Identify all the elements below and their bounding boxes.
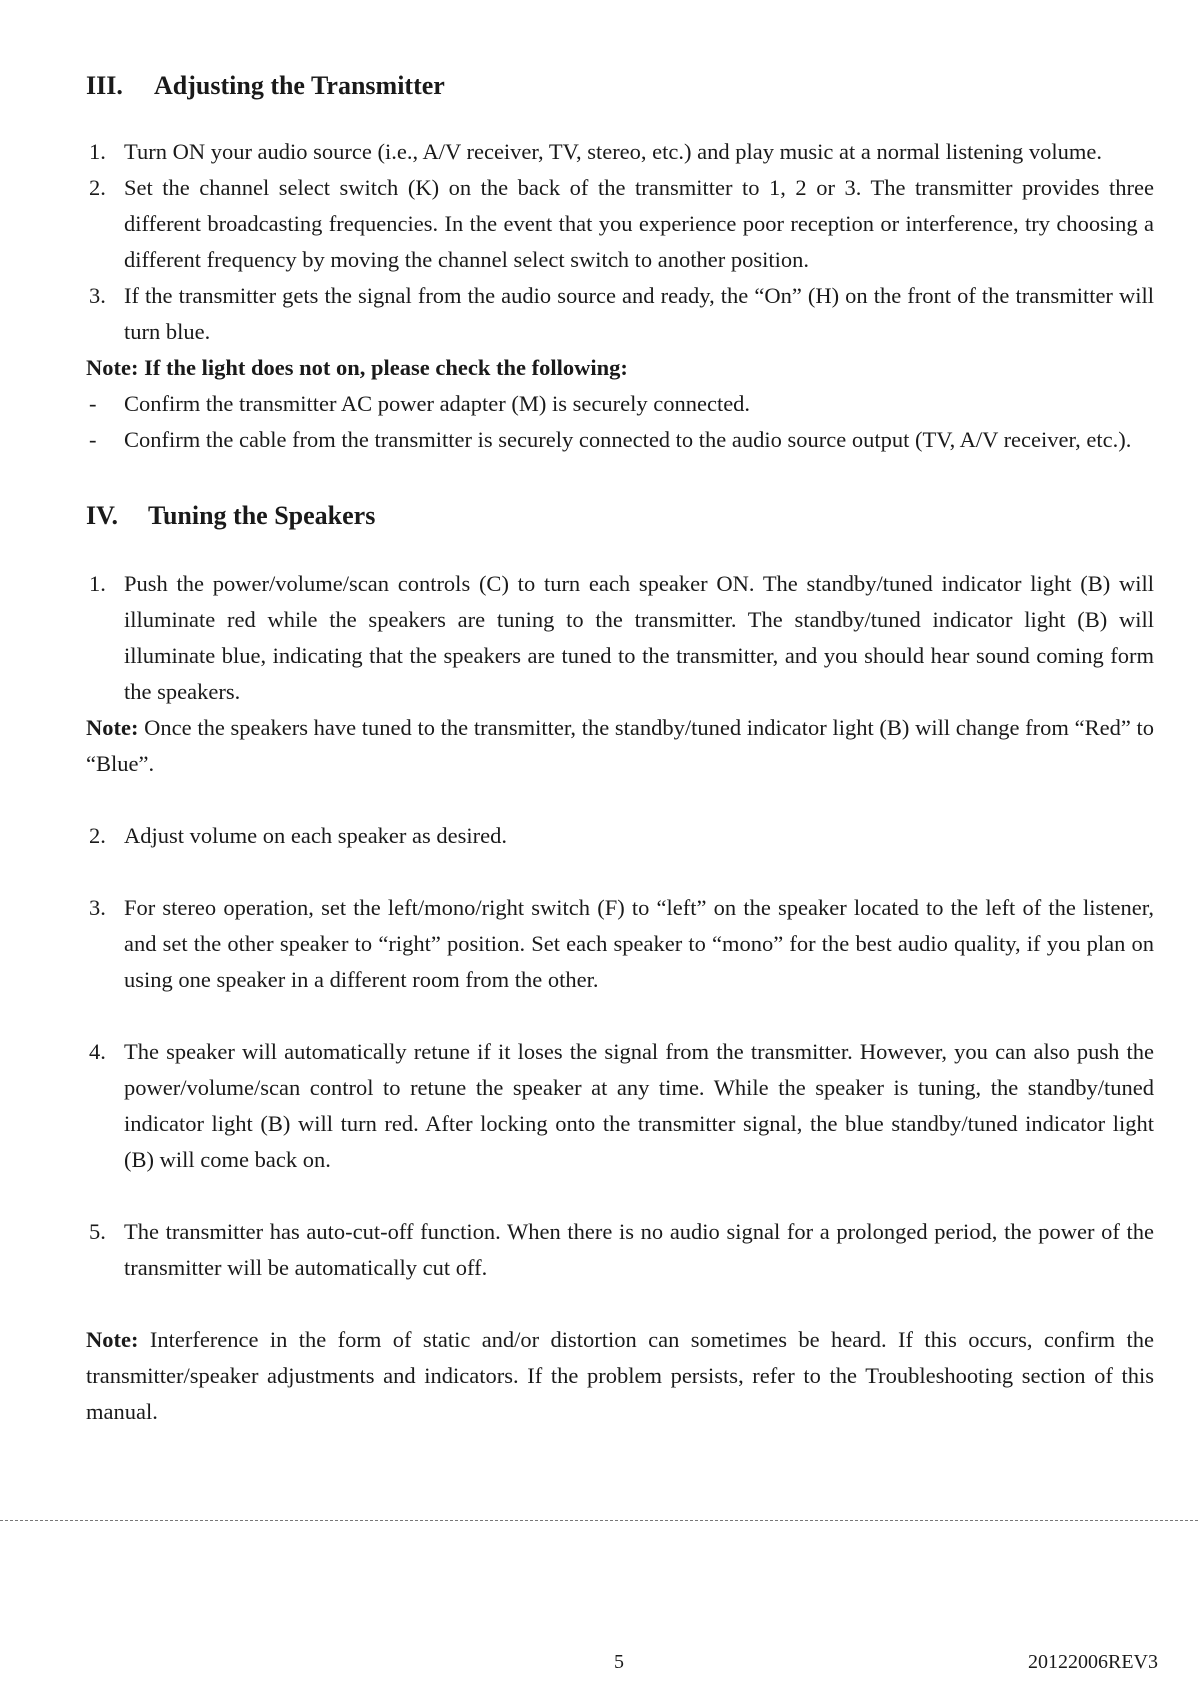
- list-item: [86, 1214, 1154, 1286]
- list-marker: 1.: [89, 571, 106, 596]
- page-content: [86, 66, 1154, 1430]
- list-marker: 3.: [89, 283, 106, 308]
- list-marker: 4.: [89, 1039, 106, 1064]
- list-text: Push the power/volume/scan controls (C) to turn each speaker ON. The standby/tuned indicator light (B) will illuminate red while the speakers are tuning to the transmitter. The standby/tuned indicator light (B) will illuminate blue, indicating that the speakers are tuned to the transmitter, and you should hear sound coming form the speakers.: [124, 571, 1154, 704]
- list-text: Turn ON your audio source (i.e., A/V receiver, TV, stereo, etc.) and play music at a normal listening volume.: [124, 139, 1103, 164]
- note-label: Note:: [86, 715, 139, 740]
- footer-divider: [0, 1520, 1198, 1521]
- section-tuning-speakers: [86, 496, 1154, 1430]
- section-number: IV.: [86, 501, 119, 530]
- note-heading: Note: If the light does not on, please check the following:: [86, 355, 628, 380]
- check-marker: -: [89, 427, 97, 452]
- check-text: Confirm the cable from the transmitter is securely connected to the audio source output (TV, A/V receiver, etc.).: [124, 427, 1132, 452]
- check-text: Confirm the transmitter AC power adapter (M) is securely connected.: [124, 391, 751, 416]
- note-paragraph: [86, 1322, 1154, 1430]
- list-text: The transmitter has auto-cut-off function. When there is no audio signal for a prolonged period, the power of the transmitter will be automatically cut off.: [124, 1219, 1154, 1280]
- note-text: Once the speakers have tuned to the transmitter, the standby/tuned indicator light (B) will change from “Red” to “Blue”.: [86, 715, 1154, 776]
- check-item: [86, 422, 1154, 458]
- section-heading: [86, 66, 1154, 106]
- check-item: [86, 386, 1154, 422]
- section-title: Tuning the Speakers: [148, 501, 376, 530]
- list-marker: 2.: [89, 175, 106, 200]
- list-item: [86, 890, 1154, 998]
- list-item: [86, 566, 1154, 710]
- list-text: Set the channel select switch (K) on the back of the transmitter to 1, 2 or 3. The transmitter provides three different broadcasting frequencies. In the event that you experience poor reception or interference, try choosing a different frequency by moving the channel select switch to another position.: [124, 175, 1154, 272]
- list-item: [86, 1034, 1154, 1178]
- list-item: [86, 170, 1154, 278]
- list-text: The speaker will automatically retune if it loses the signal from the transmitter. However, you can also push the power/volume/scan control to retune the speaker at any time. While the speaker is tuning, the standby/tuned indicator light (B) will turn red. After locking onto the transmitter signal, the blue standby/tuned indicator light (B) will come back on.: [124, 1039, 1154, 1172]
- list-marker: 2.: [89, 823, 106, 848]
- list-text: Adjust volume on each speaker as desired.: [124, 823, 508, 848]
- list-text: For stereo operation, set the left/mono/right switch (F) to “left” on the speaker located to the left of the listener, and set the other speaker to “right” position. Set each speaker to “mono” for the best audio quality, if you plan on using one speaker in a different room from the other.: [124, 895, 1154, 992]
- list-text: If the transmitter gets the signal from the audio source and ready, the “On” (H) on the front of the transmitter will turn blue.: [124, 283, 1154, 344]
- revision-code: 20122006REV3: [1028, 1651, 1158, 1673]
- list-marker: 3.: [89, 895, 106, 920]
- note-label: Note:: [86, 1327, 139, 1352]
- page-number: 5: [614, 1651, 624, 1673]
- section-number: III.: [86, 71, 123, 100]
- note-paragraph: [86, 710, 1154, 782]
- section-heading: [86, 496, 1154, 536]
- list-item: [86, 818, 1154, 854]
- list-marker: 5.: [89, 1219, 106, 1244]
- note-text: Interference in the form of static and/or distortion can sometimes be heard. If this occurs, confirm the transmitter/speaker adjustments and indicators. If the problem persists, refer to the Troubleshooting section of this manual.: [86, 1327, 1154, 1424]
- list-item: [86, 278, 1154, 350]
- section-adjusting-transmitter: [86, 66, 1154, 458]
- section-title: Adjusting the Transmitter: [154, 71, 445, 100]
- list-marker: 1.: [89, 139, 106, 164]
- list-item: [86, 134, 1154, 170]
- check-marker: -: [89, 391, 97, 416]
